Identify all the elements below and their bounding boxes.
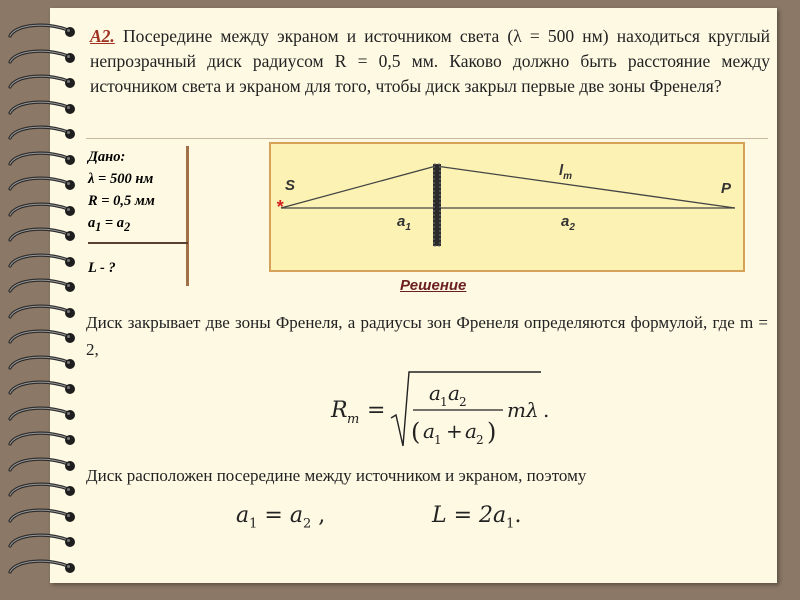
formula-dot: . <box>543 398 550 422</box>
given-horizontal-line <box>88 242 188 244</box>
formula-R-sub: m <box>347 412 360 427</box>
eq-a2-sub: 2 <box>302 516 312 532</box>
equation-a1-a2 <box>236 503 325 531</box>
spiral-ring-icon <box>6 558 76 578</box>
den-a2: a <box>465 419 477 443</box>
fresnel-radius-formula <box>325 370 575 450</box>
spiral-ring-icon <box>6 201 76 221</box>
diagram-svg <box>271 144 743 270</box>
eq-L-sub: 1 <box>506 516 515 532</box>
spiral-ring-icon <box>6 22 76 42</box>
equation-L <box>432 503 521 531</box>
solution-title: Решение <box>400 277 467 294</box>
ray-source-to-disk <box>281 166 436 208</box>
given-block <box>88 146 155 238</box>
given-eq-a2: = a <box>101 215 125 231</box>
problem-text: Посередине между экраном и источником света (λ = 500 нм) находиться круглый непрозрачный диск радиусом R = 0,5 мм. Каково должно быть расстояние между источником света и экраном для того, чтобы диск закрыл первые две зоны Френеля? <box>90 26 770 96</box>
den-a1-sub: 1 <box>434 433 442 447</box>
source-label: S <box>285 177 296 194</box>
find-label: L - ? <box>88 260 116 276</box>
divider <box>86 138 768 139</box>
den-a1: a <box>423 419 435 443</box>
point-label: P <box>721 180 732 197</box>
spiral-ring-icon <box>6 328 76 348</box>
eq-L-dot: . <box>514 503 522 528</box>
fresnel-diagram <box>269 142 745 272</box>
a1-letter: a <box>397 213 406 230</box>
solution-paragraph-1: Диск закрывает две зоны Френеля, а радиусы зон Френеля определяются формулой, где m = 2, <box>86 313 768 359</box>
source-star-icon: * <box>276 197 284 217</box>
a2-letter: a <box>561 213 570 230</box>
problem-statement <box>90 24 770 99</box>
problem-number: A2. <box>90 26 115 46</box>
formula-R: R <box>331 398 348 423</box>
spiral-ring-icon <box>6 303 76 323</box>
solution-paragraph-2: Диск расположен посередине между источником и экраном, поэтому <box>86 466 587 485</box>
eq-L: L = 2a <box>432 503 507 528</box>
lm-label <box>559 162 572 182</box>
den-rparen: ) <box>487 418 497 446</box>
num-a1-sub: 1 <box>440 395 448 409</box>
spiral-ring-icon <box>6 405 76 425</box>
spiral-ring-icon <box>6 226 76 246</box>
num-a2-sub: 2 <box>459 395 467 409</box>
spiral-ring-icon <box>6 150 76 170</box>
num-a1: a <box>429 381 441 405</box>
a1-label <box>397 213 411 233</box>
lm-sub: m <box>563 171 573 182</box>
spiral-ring-icon <box>6 48 76 68</box>
spiral-ring-icon <box>6 73 76 93</box>
num-a2: a <box>448 381 460 405</box>
given-a2-sub: 2 <box>124 219 131 234</box>
spiral-ring-icon <box>6 252 76 272</box>
lm-letter: l <box>559 162 564 179</box>
spiral-ring-icon <box>6 277 76 297</box>
formula-m-lambda: mλ <box>507 398 539 422</box>
eq-a2: = a <box>257 503 303 528</box>
given-title: Дано: <box>88 149 126 165</box>
opaque-disk <box>433 164 441 246</box>
eq-a1-sub: 1 <box>249 516 258 532</box>
a2-label <box>561 213 575 233</box>
eq-a1: a <box>236 503 250 528</box>
spiral-ring-icon <box>6 354 76 374</box>
ray-disk-to-point <box>436 166 735 208</box>
given-vertical-line <box>186 146 189 286</box>
a2-sub: 2 <box>569 222 575 233</box>
spiral-ring-icon <box>6 99 76 119</box>
den-plus: + <box>446 419 463 443</box>
given-a-equality <box>88 212 155 238</box>
given-a1-sub: 1 <box>95 219 102 234</box>
spiral-ring-icon <box>6 430 76 450</box>
given-lambda: λ = 500 нм <box>88 171 154 187</box>
spiral-ring-icon <box>6 379 76 399</box>
spiral-ring-icon <box>6 456 76 476</box>
given-a1: a <box>88 215 96 231</box>
eq-comma: , <box>311 503 326 528</box>
spiral-ring-icon <box>6 507 76 527</box>
given-radius: R = 0,5 мм <box>88 193 155 209</box>
den-lparen: ( <box>411 418 421 446</box>
den-a2-sub: 2 <box>476 433 484 447</box>
formula-equals: = <box>367 398 386 423</box>
spiral-ring-icon <box>6 481 76 501</box>
a1-sub: 1 <box>405 222 411 233</box>
spiral-ring-icon <box>6 532 76 552</box>
spiral-ring-icon <box>6 124 76 144</box>
spiral-ring-icon <box>6 175 76 195</box>
